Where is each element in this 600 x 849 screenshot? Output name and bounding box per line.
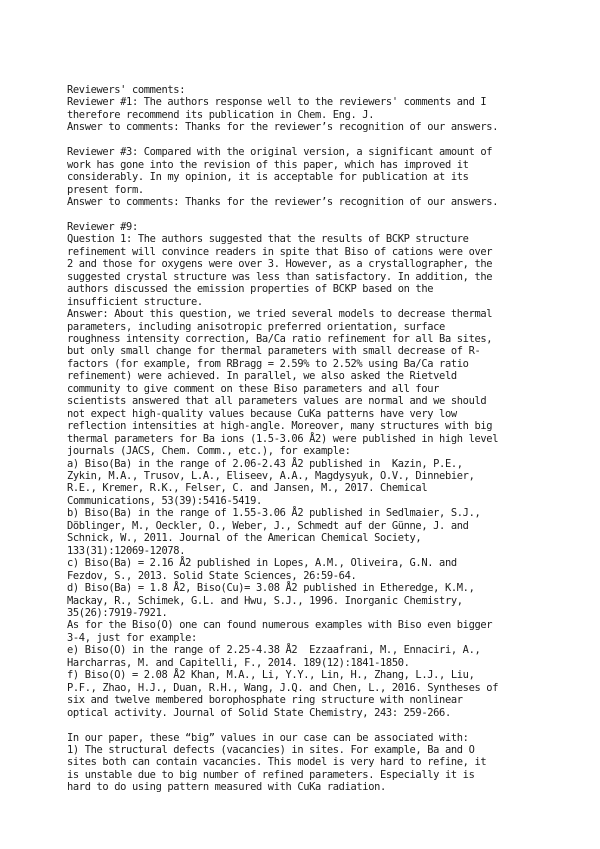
text-line: P.F., Zhao, H.J., Duan, R.H., Wang, J.Q. and Chen, L., 2016. Syntheses of [67, 681, 499, 694]
text-line: roughness intensity correction, Ba/Ca ratio refinement for all Ba sites, [67, 333, 493, 346]
text-line: refinement will convince readers in spite that Biso of cations were over [67, 245, 493, 258]
text-line: therefore recommend its publication in Chem. Eng. J. [67, 108, 375, 121]
text-line: but only small change for thermal parameters with small decrease of R- [67, 345, 481, 358]
text-line: considerably. In my opinion, it is acceptable for publication at its [67, 171, 469, 184]
text-line: f) Biso(O) = 2.08 Å2 Khan, M.A., Li, Y.Y., Lin, H., Zhang, L.J., Liu, [67, 669, 475, 682]
text-line: In our paper, these “big” values in our case can be associated with: [67, 731, 469, 744]
text-line: suggested crystal structure was less than satisfactory. In addition, the [67, 270, 493, 283]
text-line: authors discussed the emission properties of BCKP based on the [67, 283, 434, 296]
text-line: Harcharras, M. and Capitelli, F., 2014. 189(12):1841-1850. [67, 656, 410, 669]
text-line: Zykin, M.A., Trusov, L.A., Eliseev, A.A., Magdysyuk, O.V., Dinnebier, [67, 470, 475, 483]
text-line: Döblinger, M., Oeckler, O., Weber, J., Schmedt auf der Günne, J. and [67, 519, 469, 532]
text-line: Schnick, W., 2011. Journal of the American Chemical Society, [67, 532, 422, 545]
blank-line [67, 719, 567, 731]
text-line: d) Biso(Ba) = 1.8 Å2, Biso(Cu)= 3.08 Å2 published in Etheredge, K.M., [67, 582, 475, 595]
text-line: 2 and those for oxygens were over 3. However, as a crystallographer, the [67, 258, 493, 271]
reviewer-3-block [67, 146, 567, 208]
text-line: refinement) were achieved. In parallel, we also asked the Rietveld [67, 370, 457, 383]
text-line: Reviewer #9: [67, 220, 138, 233]
section-title: Reviewers' comments: [67, 84, 186, 96]
text-line: sites both can contain vacancies. This model is very hard to refine, it [67, 756, 487, 769]
text-line: optical activity. Journal of Solid State Chemistry, 243: 259-266. [67, 706, 451, 719]
text-line: As for the Biso(O) one can found numerous examples with Biso even bigger [67, 619, 493, 632]
text-line: 35(26):7919-7921. [67, 607, 168, 619]
document-page [67, 84, 567, 794]
reviewer-1-block [67, 96, 567, 133]
text-line: Reviewer #1: The authors response well to the reviewers' comments and I [67, 96, 487, 109]
text-line: insufficient structure. [67, 295, 203, 308]
text-line: Mackay, R., Schimek, G.L. and Hwu, S.J., 1996. Inorganic Chemistry, [67, 594, 463, 607]
text-line: parameters, including anisotropic preferred orientation, surface [67, 320, 445, 333]
text-line: 3-4, just for example: [67, 631, 197, 644]
text-line: thermal parameters for Ba ions (1.5-3.06 Å2) were published in high level [67, 432, 499, 445]
blank-line [67, 209, 567, 221]
text-line: work has gone into the revision of this paper, which has improved it [67, 158, 469, 171]
text-line: present form. [67, 183, 144, 196]
text-line: community to give comment on these Biso parameters and all four [67, 382, 440, 395]
text-line: Communications, 53(39):5416-5419. [67, 494, 262, 507]
text-line: is unstable due to big number of refined parameters. Especially it is [67, 768, 475, 781]
text-line: not expect high-quality values because CuKa patterns have very low [67, 407, 457, 420]
text-line: hard to do using pattern measured with CuKa radiation. [67, 781, 386, 794]
text-line: a) Biso(Ba) in the range of 2.06-2.43 Å2 published in Kazin, P.E., [67, 457, 463, 470]
reviewer-9-block [67, 221, 567, 719]
text-line: journals (JACS, Chem. Comm., etc.), for example: [67, 445, 351, 458]
text-line: c) Biso(Ba) = 2.16 Å2 published in Lopes, A.M., Oliveira, G.N. and [67, 557, 457, 570]
text-line: Answer to comments: Thanks for the reviewer’s recognition of our answers. [67, 196, 499, 209]
text-line: Fezdov, S., 2013. Solid State Sciences, 26:59-64. [67, 569, 357, 582]
text-line: e) Biso(O) in the range of 2.25-4.38 Å2 Ezzaafrani, M., Ennaciri, A., [67, 644, 481, 657]
text-line: Answer: About this question, we tried several models to decrease thermal [67, 308, 493, 321]
text-line: six and twelve membered borophosphate ring structure with nonlinear [67, 694, 463, 707]
text-line: Answer to comments: Thanks for the reviewer’s recognition of our answers. [67, 121, 499, 134]
text-line: reflection intensities at high-angle. Moreover, many structures with big [67, 420, 493, 433]
text-line: Reviewer #3: Compared with the original version, a significant amount of [67, 146, 493, 159]
text-line: b) Biso(Ba) in the range of 1.55-3.06 Å2 published in Sedlmaier, S.J., [67, 507, 481, 520]
text-line: R.E., Kremer, R.K., Felser, C. and Jansen, M., 2017. Chemical [67, 482, 428, 495]
blank-line [67, 134, 567, 146]
text-line: 133(31):12069-12078. [67, 544, 186, 557]
closing-block [67, 732, 567, 794]
text-line: scientists answered that all parameters values are normal and we should [67, 395, 487, 408]
text-line: 1) The structural defects (vacancies) in sites. For example, Ba and O [67, 743, 475, 756]
text-line: factors (for example, from RBragg = 2.59% to 2.52% using Ba/Ca ratio [67, 357, 469, 370]
text-line: Question 1: The authors suggested that the results of BCKP structure [67, 233, 469, 246]
